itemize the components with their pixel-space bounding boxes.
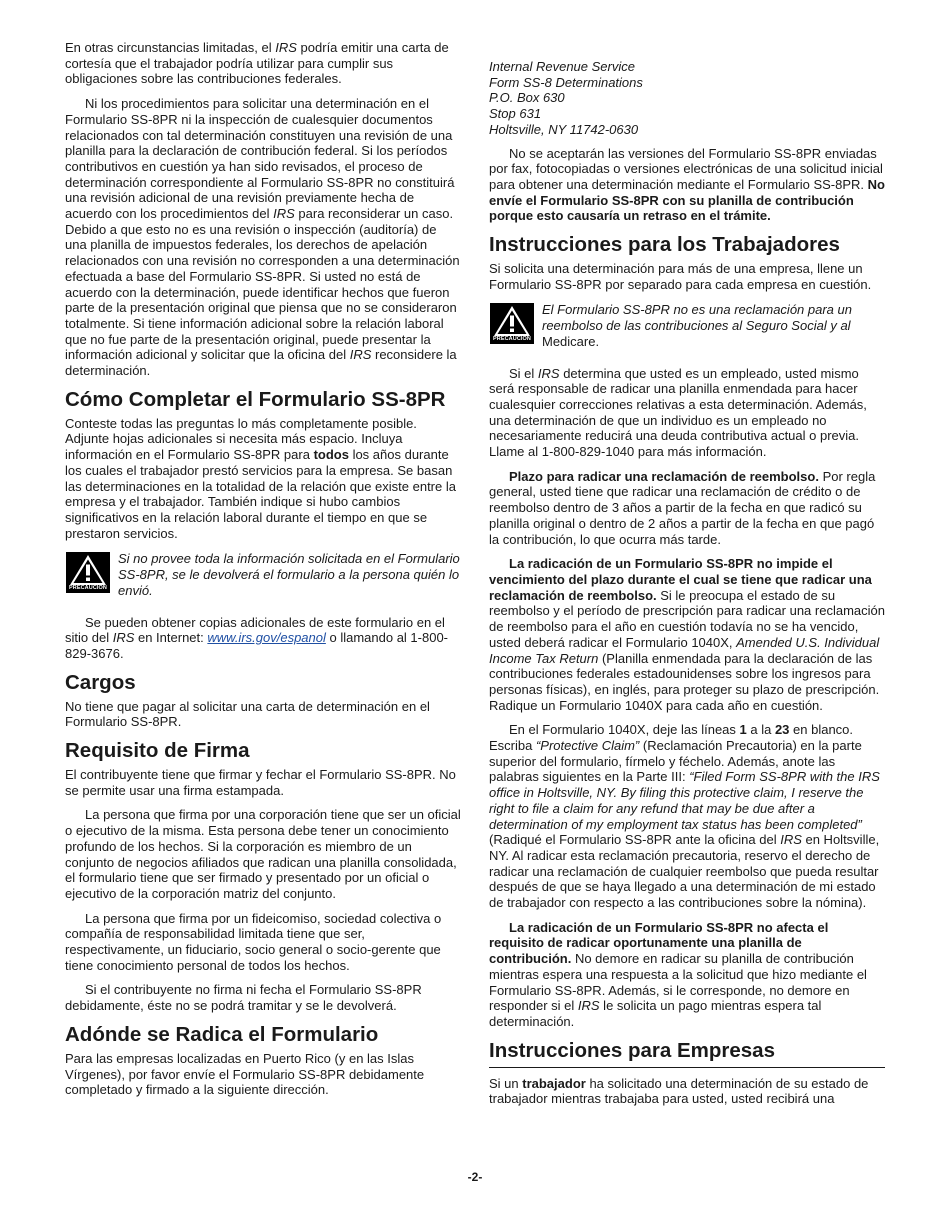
- paragraph-corporation-signer: La persona que firma por una corporación tiene que ser un oficial o ejecutivo de la misma. Esta persona debe tener un conocimiento profundo de los hechos. Si la corporación es miembro de un conjunto de negocios afiliados que radican una planilla consolidada, el formulario tiene que ser firmado y presentado por un oficial o ejecutivo de la corporación matriz del conjunto.: [65, 807, 461, 901]
- address-line: Form SS-8 Determinations: [489, 74, 643, 90]
- paragraph-protective-filing: La radicación de un Formulario SS-8PR no impide el vencimiento del plazo durante el cual se tiene que radicar una reclamación de reembolso. Si le preocupa el estado de su reembolso y el período de prescripción para radicar una reclamación de reembolso para el año en cuestión todavía no se ha vencido, usted deberá radicar el Formulario 1040X, Amended U.S. Individual Income Tax Return (Planilla enmendada para la declaración de las contribuciones federales estadounidenses sobre los ingresos para personas físicas), en inglés, para proteger su plazo de prescripción. Radique un Formulario 1040X para cada año en cuestión.: [489, 556, 885, 713]
- heading-cargos: Cargos: [65, 670, 136, 694]
- paragraph-firm-notice: Si un trabajador ha solicitado una determinación de su estado de trabajador mientras trabajaba para usted, usted recibirá una: [489, 1075, 869, 1107]
- caution-icon: [490, 303, 534, 344]
- paragraph-review-procedures: Ni los procedimientos para solicitar una determinación en el Formulario SS-8PR ni la inspección de cualesquier documentos relacionados con tal determinación constituyen una revisión de una planilla para la declaración de contribución federal. Si los períodos contributivos en cuestión ya han sido revisados, el proceso de determinación correspondiente al Formulario SS-8PR no constituirá una revisión adicional de una revisión previamente hecha de acuerdo con los procedimientos del IRS para reconsiderar un caso. Debido a que esto no es una revisión o inspección (auditoría) de una planilla de impuestos federales, los derechos de apelación relacionados con una revisión no corresponden a una determinación efectuada a base del Formulario SS-8PR. Si usted no está de acuerdo con la determinación, puede identificar hechos que fueron parte de la presentación original que piensa que no se consideraron totalmente. Si tiene información adicional sobre la relación laboral que no fue parte de la presentación original, puede presentar la información adicional y solicitar que la oficina del IRS reconsidere la determinación.: [65, 96, 460, 379]
- paragraph-complete-questions: Conteste todas las preguntas lo más completamente posible. Adjunte hojas adicionales si necesita más espacio. Incluya información en el Formulario SS-8PR para todos los años durante los cuales el trabajador prestó servicios para la empresa. Se basan las determinaciones en la totalidad de la relación que existe entre la empresa y el trabajador. También indique si hubo cambios significativos en la relación laboral durante el tiempo en que se prestaron servicios.: [65, 415, 456, 541]
- paragraph-unsigned-returned: Si el contribuyente no firma ni fecha el Formulario SS-8PR debidamente, éste no se podrá tramitar y se le devolverá.: [65, 982, 422, 1014]
- heading-instrucciones-trabajadores: Instrucciones para los Trabajadores: [489, 233, 840, 257]
- heading-requisito-firma: Requisito de Firma: [65, 739, 250, 763]
- paragraph-additional-copies: Se pueden obtener copias adicionales de este formulario en el sitio del IRS en Internet: www.irs.gov/espanol o llamando al 1-800-829-3676.: [65, 614, 449, 661]
- caution-text: Si no provee toda la información solicitada en el Formulario SS-8PR, se le devolverá el formulario a la persona quién lo envió.: [118, 551, 460, 598]
- paragraph-no-fax: No se aceptarán las versiones del Formulario SS-8PR enviadas por fax, fotocopiadas o versiones electrónicas de una solicitud inicial para obtener una determinación mediante el Formulario SS-8PR. No envíe el Formulario SS-8PR con su planilla de contribución porque esto causaría un retraso en el trámite.: [489, 145, 885, 224]
- irs-espanol-link[interactable]: www.irs.gov/espanol: [207, 630, 326, 646]
- heading-adonde-radica: Adónde se Radica el Formulario: [65, 1022, 379, 1046]
- page-number: -2-: [467, 1170, 483, 1184]
- caution-label: PRECAUCIÓN: [69, 585, 107, 592]
- left-column: [65, 40, 461, 1107]
- paragraph-amended-return: Si el IRS determina que usted es un empleado, usted mismo será responsable de radicar una planilla enmendada para hacer cualesquier correcciones relativas a esta determinación. Además, una determinación de que un individuo es un empleado no necesariamente reducirá una deuda contributiva actual o previa. Llame al 1-800-829-1040 para más información.: [489, 365, 867, 460]
- caution-icon: [66, 552, 110, 593]
- paragraph-cargos: No tiene que pagar al solicitar una carta de determinación en el Formulario SS-8PR.: [65, 698, 430, 730]
- mailing-address: [489, 59, 885, 138]
- caution-note-not-refund: [489, 302, 885, 349]
- paragraph-form-1040x: En el Formulario 1040X, deje las líneas 1 a la 23 en blanco. Escriba “Protective Claim” (Reclamación Precautoria) en la parte superior del formulario, fírmelo y féchelo. Además, anote las palabras siguientes en la Parte III: “Filed Form SS-8PR with the IRS office in Holtsville, NY. By filing this protective claim, I reserve the right to file a claim for any refund that may be due after a determination of my employment tax status has been completed” (Radiqué el Formulario SS-8PR ante la oficina del IRS en Holtsville, NY. Al radicar esta reclamación precautoria, reservo el derecho de radicar una reclamación de cualquier reembolso que pueda resultar después de que se haya llegado a una determinación de mi estado de trabajador con respecto a las contribuciones sobre la nómina).: [489, 722, 880, 911]
- paragraph-refund-deadline: Plazo para radicar una reclamación de reembolso. Por regla general, usted tiene que radicar una reclamación de crédito o de reembolso dentro de 3 años a partir de la fecha en que radicó su planilla original o dentro de 2 años a partir de la fecha en que pagó la contribución, lo que ocurra más tarde.: [489, 468, 876, 547]
- address-line: Holtsville, NY 11742-0630: [489, 121, 639, 137]
- right-column: [489, 40, 885, 1116]
- paragraph-trust-signer: La persona que firma por un fideicomiso, sociedad colectiva o compañía de responsabilidad limitada tiene que ser, respectivamente, un fiduciario, socio general o socio-gerente que tiene conocimiento personal de todos los hechos.: [65, 910, 442, 973]
- caution-text: El Formulario SS-8PR no es una reclamación para un reembolso de las contribuciones al Seguro Social y al Medicare.: [542, 302, 852, 349]
- paragraph-mailing-instructions: Para las empresas localizadas en Puerto Rico (y en las Islas Vírgenes), por favor envíe el Formulario SS-8PR debidamente completado y firmado a la siguiente dirección.: [65, 1050, 425, 1098]
- paragraph-multiple-firms: Si solicita una determinación para más de una empresa, llene un Formulario SS-8PR por separado para cada empresa en cuestión.: [489, 261, 872, 292]
- paragraph-sign-date: El contribuyente tiene que firmar y fechar el Formulario SS-8PR. No se permite usar una firma estampada.: [65, 767, 456, 798]
- paragraph-timely-return: La radicación de un Formulario SS-8PR no afecta el requisito de radicar oportunamente una planilla de contribución. No demore en radicar su planilla de contribución mientras espera una respuesta a la solicitud que hizo mediante el Formulario SS-8PR. Además, si le corresponde, no demore en responder si el IRS le solicita un pago mientras espera tal determinación.: [489, 919, 867, 1029]
- address-line: Stop 631: [489, 106, 542, 122]
- heading-instrucciones-empresas: Instrucciones para Empresas: [489, 1039, 885, 1068]
- caution-note-incomplete: [65, 551, 461, 598]
- address-line: P.O. Box 630: [489, 90, 565, 106]
- heading-como-completar: Cómo Completar el Formulario SS-8PR: [65, 387, 446, 411]
- caution-label: PRECAUCIÓN: [493, 336, 531, 343]
- paragraph-courtesy-letter: En otras circunstancias limitadas, el IRS podría emitir una carta de cortesía que el trabajador podría utilizar para cumplir sus obligaciones sobre las contribuciones federales.: [65, 40, 449, 87]
- address-line: Internal Revenue Service: [489, 59, 635, 74]
